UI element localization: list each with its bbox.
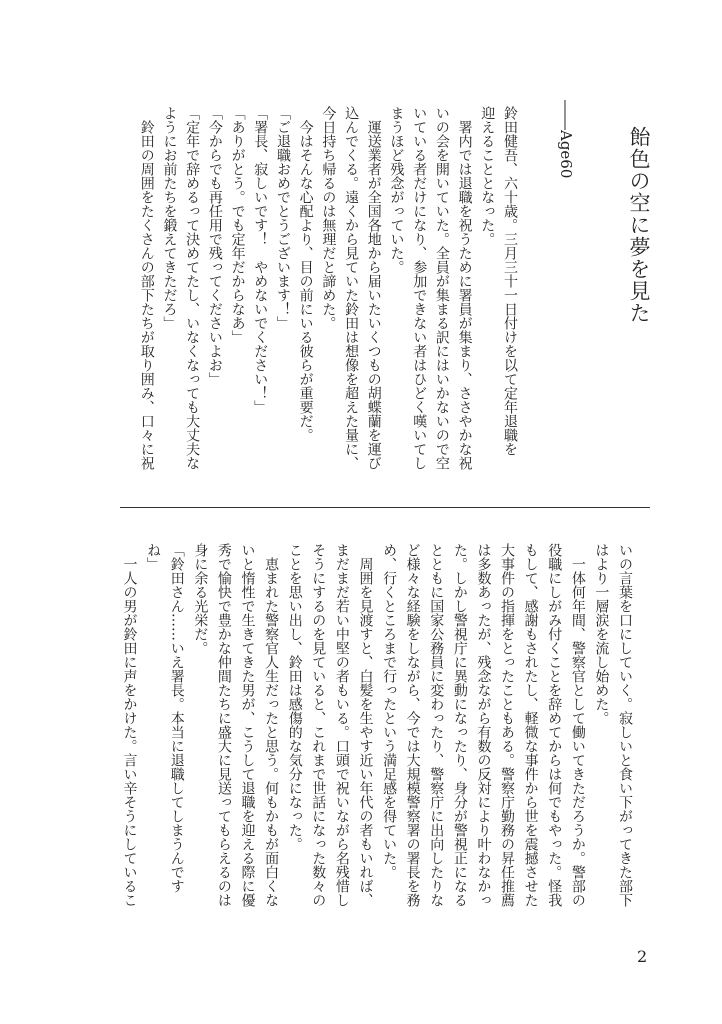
text-line: 運送業者が全国各地から届いたいくつもの胡蝶蘭を運び [365,106,382,470]
text-line: はより一層涙を流し始めた。 [593,543,610,725]
text-line: 「ご退職おめでとうございます！」 [274,106,291,330]
text-line: 「今からでも再任用で残ってくださいよお」 [206,106,223,386]
text-line: 「署長、寂しいです！ やめないでください！」 [252,106,269,414]
text-line: 一体何年間、警察官として働いてきただろうか。警部の [569,543,586,907]
text-line: 迎えることとなった。 [479,106,496,246]
text-line: そうにするのを見ていると、これまで世話になった数々の [310,543,327,907]
text-line: 今日持ち帰るのは無理だと諦めた。 [320,106,337,330]
text-line: ようにお前たちを鍛えてきただろ」 [161,106,178,330]
text-line: 鈴田健吾、六十歳。三月三十一日付けを以て定年退職を [502,106,518,456]
text-line: ことを思い出し、鈴田は感傷的な気分になった。 [286,543,303,851]
text-line: 恵まれた警察官人生だったと思う。何もかもが面白くな [263,543,280,907]
section-divider [120,507,650,508]
text-line: まうほど残念がっていた。 [388,106,405,274]
text-line: 「ありがとう。でも定年だからなあ」 [229,106,246,344]
text-line: 「定年で辞めるって決めてたし、いなくなっても大丈夫な [184,106,201,470]
text-line: 大事件の指揮をとったこともある。警察庁勤務の昇任推薦 [499,543,516,907]
text-line: た。しかし警視庁に異動になったり、身分が警視正になる [451,543,468,907]
text-line: いている者だけになり、参加できない者はひどく嘆いてし [411,106,428,470]
text-line: いと惰性で生きてきた男が、こうして退職を迎える際に優 [239,543,256,907]
text-line: ど様々な経験をしながら、今では大規模警察署の署長を務 [404,543,421,907]
text-line: 「鈴田さん……いえ署長。本当に退職してしまうんです [168,543,185,893]
chapter-title: 飴色の空に夢を見た [627,126,651,324]
text-line: 鈴田の周囲をたくさんの部下たちが取り囲み、口々に祝 [138,106,155,470]
text-line: 署内では退職を祝うために署員が集まり、ささやかな祝 [456,106,473,470]
page-number: 2 [637,947,648,966]
text-block-upper [135,106,521,468]
text-line: 一人の男が鈴田に声をかけた。言い辛そうにしているこ [121,543,138,907]
text-line: 役職にしがみ付くことを辞めてからは何でもやった。怪我 [546,543,563,907]
chapter-subtitle: ――Age60 [557,100,575,179]
text-line: 秀で愉快で豊かな仲間たちに盛大に見送ってもらえるのは [215,543,232,907]
text-line: め、行くところまで行ったという満足感を得ていた。 [381,543,398,879]
text-line: ね」 [145,543,162,571]
text-line: まだまだ若い中堅の者もいる。口頭で祝いながら名残惜し [333,543,350,907]
text-line: 今はそんな心配より、目の前にいる彼らが重要だ。 [297,106,314,442]
text-line: もして、感謝もされたし、軽微な事件から世を震撼させた [522,543,539,907]
text-line: は多数あったが、残念ながら有数の反対により叶わなかっ [475,543,492,907]
text-line: 身に余る光栄だ。 [192,543,209,655]
text-line: とともに国家公務員に変わったり、警察庁に出向したりな [428,543,445,907]
text-line: 周囲を見渡すと、白髪を生やす近い年代の者もいれば、 [357,543,374,907]
text-line: いの言葉を口にしていく。寂しいと食い下がってきた部下 [617,543,633,907]
text-line: 込んでくる。遠くから見ていた鈴田は想像を超えた量に、 [343,106,360,470]
text-block-lower [117,543,636,905]
text-line: いの会を開いていた。全員が集まる訳にはいかないので空 [433,106,450,470]
